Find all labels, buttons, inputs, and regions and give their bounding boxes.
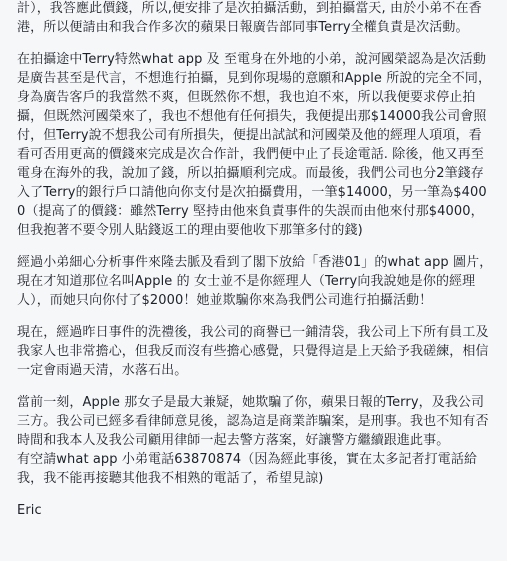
paragraph-4: 現在，經過昨日事件的洗禮後，我公司的商譽已一鋪清袋，我公司上下所有員工及我家人也非常擔心，但我反而沒有些擔心感覺，只覺得這是上天給予我磋練，相信一定會雨過天清，水落石出。 <box>17 325 489 378</box>
paragraph-5: 當前一刻，Apple 那女子是最大兼疑，她欺騙了你，蘋果日報的Terry，及我公司三方。我公司已經多看律師意見後，認為這是商業詐騙案，是刑事。我也不知有否時間和我本人及我公司顧用律師一起去警方落案，好讓警方繼續跟進此事。 <box>17 395 489 448</box>
signature: Eric <box>17 503 42 518</box>
paragraph-2: 在拍攝途中Terry特然what app 及 至電身在外地的小弟，說河國榮認為是次活動是廣告甚至是代言，不想進行拍攝，見到你現場的意願和Apple 所說的完全不同，身為廣告客戶的我當然不爽，但既然你不想，我也迫不來，所以我便要求停止拍攝，但既然河國榮來了，我也不想他有任何損失，我便提出那$14000我公司會照付，但Terry說不想我公司有所損失，便提出試試和河國榮及他的經理人項項，看看可否用更高的價錢來完成是次合作計，我們便中止了長途電話. 除後，他又再至電身在海外的我，說加了錢，所以拍攝順利完成。而最後，我們公司也分2筆錢存入了Terry的銀行戶口請他向你支付是次拍攝費用，一筆$14000，另一筆為$4000（提高了的價錢：雖然Terry 堅持由他來負責事件的失誤而由他來付那$4000，但我抱著不要令別人貼錢返工的理由要他收下那筆多付的錢) <box>17 52 492 238</box>
paragraph-3: 經過小弟細心分析事件來隆去脈及看到了閣下放給「香港01」的what app 圖片，現在才知道那位名叫Apple 的 女士並不是你經理人（Terry向我說她是你的經理人），而她只向你付了$2000！她並欺騙你來為我們公司進行拍攝活動！ <box>17 255 493 308</box>
paragraph-1: 計），我答應此價錢，所以,便安排了是次拍攝活動，到拍攝當天, 由於小弟不在香港，所以便請由和我合作多次的蘋果日報廣告部同事Terry全權負責是次活動。 <box>17 1 482 35</box>
paragraph-6: 有空請what app 小弟電話63870874（因為經此事後，實在太多記者打電話給我，我不能再接聽其他我不相熟的電話了，希望見諒) <box>17 452 478 486</box>
